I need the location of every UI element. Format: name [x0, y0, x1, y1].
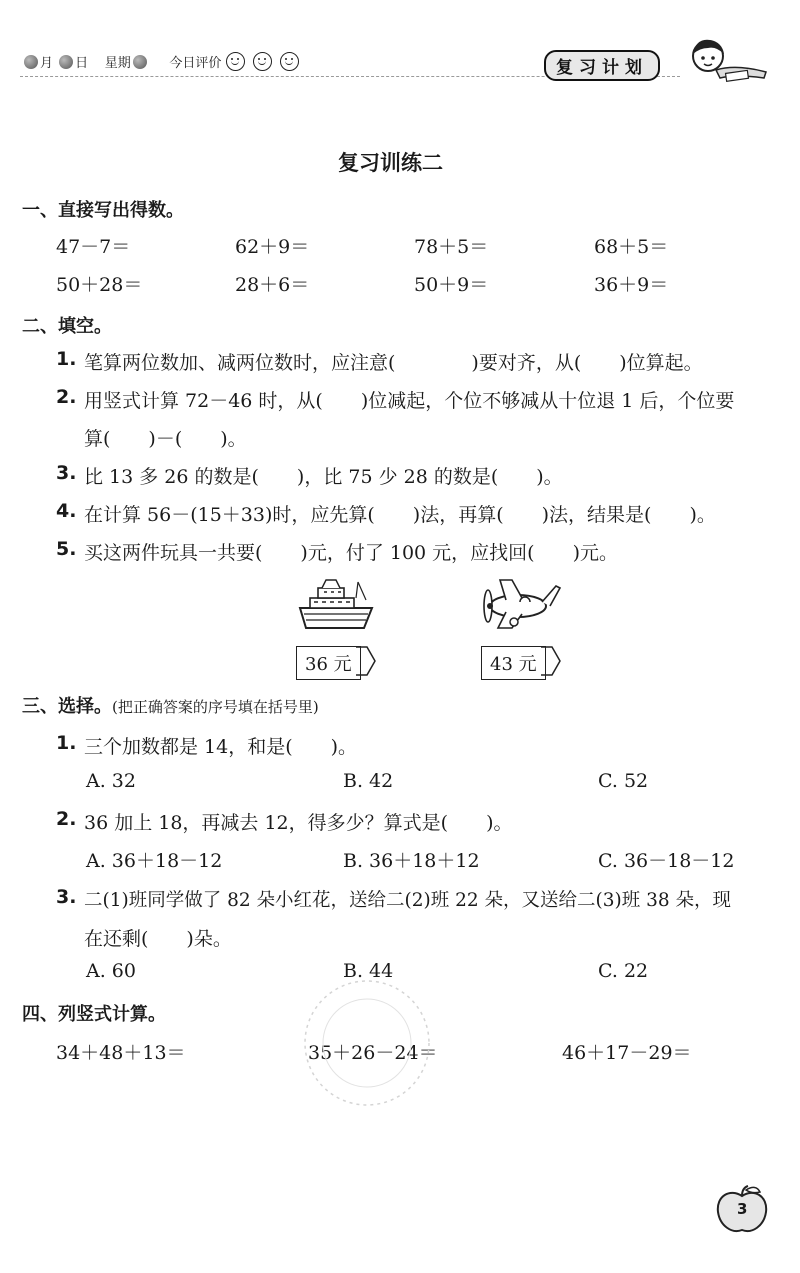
item-number: 3. — [56, 462, 77, 484]
plane-price-tag — [481, 646, 546, 680]
weekday-blank — [133, 55, 147, 69]
section4-heading: 四、列竖式计算。 — [22, 1004, 166, 1025]
choice-question: 二(1)班同学做了 82 朵小红花，送给二(2)班 22 朵，又送给二(3)班 38 朵，现 — [84, 890, 732, 911]
fill-question: 笔算两位数加、减两位数时，应注意( )要对齐，从( )位算起。 — [84, 352, 703, 374]
item-number: 4. — [56, 500, 77, 522]
plane-icon — [476, 576, 562, 634]
review-plan-banner: 复习计划 — [544, 50, 660, 81]
fill-question: 在计算 56－(15＋33)时，应先算( )法，再算( )法，结果是( )。 — [84, 504, 716, 526]
oral-problem: 36＋9＝ — [594, 274, 669, 296]
oral-problem: 62＋9＝ — [235, 236, 310, 258]
item-number: 1. — [56, 732, 77, 754]
fill-question: 比 13 多 26 的数是( )，比 75 少 28 的数是( )。 — [84, 466, 563, 488]
fill-question: 用竖式计算 72－46 时，从( )位减起，个位不够减从十位退 1 后，个位要 — [84, 390, 735, 412]
oral-problem: 68＋5＝ — [594, 236, 669, 258]
choice-question: 36 加上 18，再减去 12，得多少？算式是( )。 — [84, 812, 513, 834]
oral-problem: 50＋9＝ — [414, 274, 489, 296]
choice-question-continued: 在还剩( )朵。 — [84, 928, 232, 950]
choice-option: B. 36＋18＋12 — [343, 850, 480, 872]
section3-heading — [22, 692, 319, 718]
smiley-icon — [253, 52, 272, 71]
day-label: 日 — [75, 56, 89, 71]
item-number: 1. — [56, 348, 77, 370]
weekday-label: 星期 — [104, 56, 131, 71]
ship-icon — [296, 578, 376, 632]
oral-problem: 78＋5＝ — [414, 236, 489, 258]
choice-option: B. 42 — [343, 770, 394, 792]
month-label: 月 — [40, 56, 54, 71]
rating-label: 今日评价 — [169, 56, 222, 71]
section2-heading: 二、填空。 — [22, 316, 112, 337]
ship-price-tag — [296, 646, 361, 680]
vertical-calc-problem: 34＋48＋13＝ — [56, 1042, 186, 1064]
choice-option: C. 52 — [598, 770, 649, 792]
section3-title: 三、选择。 — [22, 696, 112, 717]
date-line — [22, 52, 307, 71]
section1-heading: 一、直接写出得数。 — [22, 200, 184, 221]
plane-price: 43 元 — [490, 654, 537, 675]
page-title: 复习训练二 — [338, 151, 443, 175]
item-number: 3. — [56, 886, 77, 908]
choice-option: A. 60 — [86, 960, 136, 982]
oral-problem: 47－7＝ — [56, 236, 131, 258]
choice-option: B. 44 — [343, 960, 394, 982]
watermark-stamp — [292, 968, 442, 1118]
fill-question-continued: 算( )－( )。 — [84, 428, 247, 450]
page-number: 3 — [737, 1200, 748, 1218]
fill-question: 买这两件玩具一共要( )元，付了 100 元，应找回( )元。 — [84, 542, 618, 564]
vertical-calc-problem: 46＋17－29＝ — [562, 1042, 692, 1064]
choice-option: C. 36－18－12 — [598, 850, 735, 872]
section3-note: (把正确答案的序号填在括号里) — [112, 698, 319, 716]
ship-price: 36 元 — [305, 654, 352, 675]
choice-option: A. 32 — [86, 770, 136, 792]
month-blank — [24, 55, 38, 69]
choice-question: 三个加数都是 14，和是( )。 — [84, 736, 358, 758]
item-number: 2. — [56, 808, 77, 830]
item-number: 5. — [56, 538, 77, 560]
smiley-icon — [280, 52, 299, 71]
day-blank — [59, 55, 73, 69]
tag-point-icon — [355, 646, 377, 676]
smiley-icon — [226, 52, 245, 71]
item-number: 2. — [56, 386, 77, 408]
oral-problem: 50＋28＝ — [56, 274, 143, 296]
choice-option: C. 22 — [598, 960, 649, 982]
oral-problem: 28＋6＝ — [235, 274, 310, 296]
choice-option: A. 36＋18－12 — [86, 850, 223, 872]
vertical-calc-problem: 35＋26－24＝ — [308, 1042, 438, 1064]
girl-mascot-icon — [676, 34, 776, 84]
tag-point-icon — [540, 646, 562, 676]
